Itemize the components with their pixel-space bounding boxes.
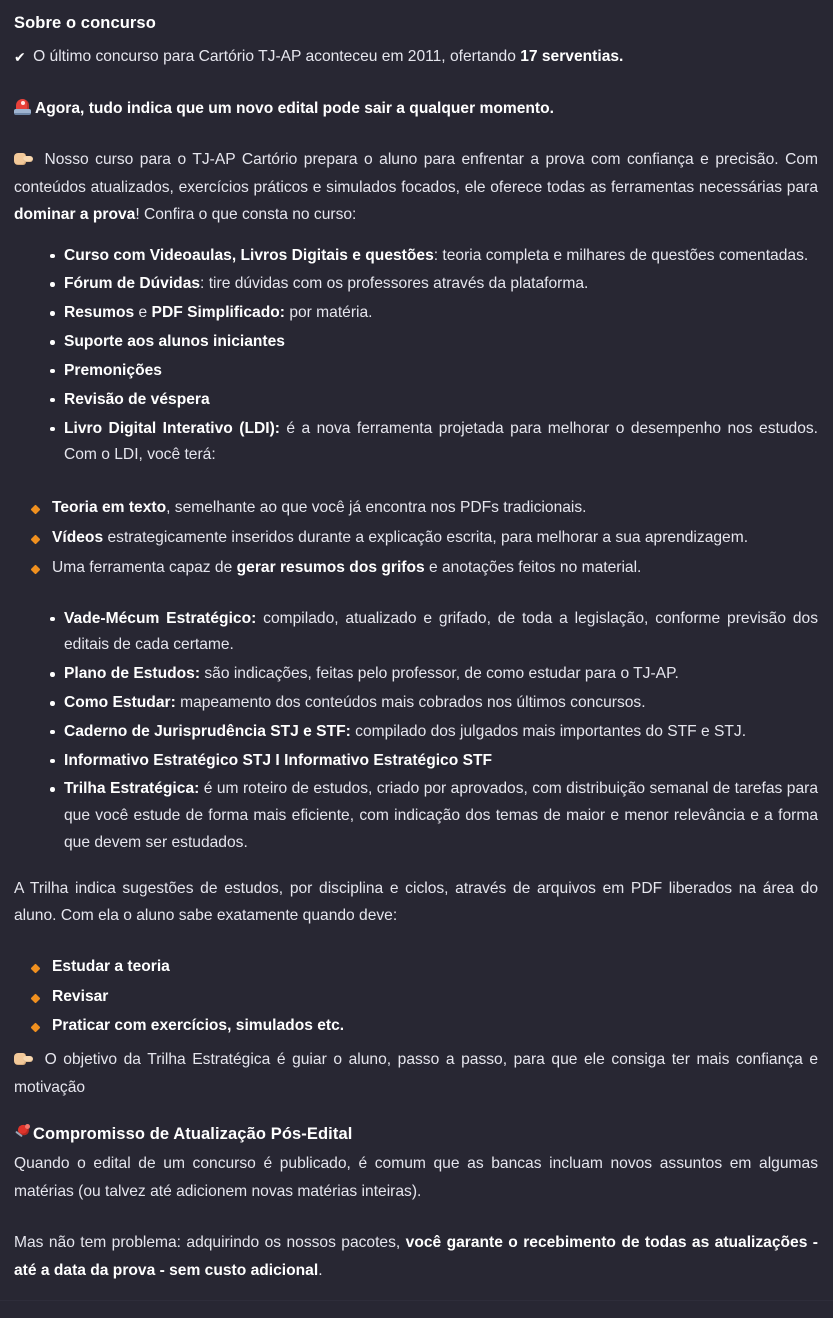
list-item-text: , semelhante ao que você já encontra nos PDFs tradicionais. xyxy=(166,499,587,517)
spacer xyxy=(14,85,818,95)
last-contest-line xyxy=(14,43,818,71)
list-item-label: Fórum de Dúvidas xyxy=(64,275,201,293)
trilha-objective-text: O objetivo da Trilha Estratégica é guiar o aluno, passo a passo, para que ele consiga ter mais confiança e motivação xyxy=(14,1051,818,1096)
list-item xyxy=(14,271,818,298)
last-contest-text: O último concurso para Cartório TJ-AP aconteceu em 2011, ofertando xyxy=(28,48,521,66)
commitment-part-1: Mas não tem problema: adquirindo os nossos pacotes, xyxy=(14,1234,406,1252)
course-features-list xyxy=(14,243,818,470)
list-item xyxy=(14,387,818,414)
pointing-hand-icon xyxy=(14,151,33,166)
list-item-label: Vade-Mécum Estratégico: xyxy=(64,609,257,627)
trilha-description: A Trilha indica sugestões de estudos, por disciplina e ciclos, através de arquivos em PDF liberados na área do aluno. Com ela o aluno sabe exatamente quando deve: xyxy=(14,879,818,925)
commitment-part-2: . xyxy=(318,1261,323,1279)
list-item xyxy=(14,243,818,270)
pitch-highlight: dominar a prova xyxy=(14,206,136,224)
pitch-part-1: Nosso curso para o TJ-AP Cartório prepara o aluno para enfrentar a prova com confiança e precisão. Com conteúdos atualizados, exercícios práticos e simulados focados, ele oferece todas as ferramentas necessárias para xyxy=(14,151,818,196)
siren-icon xyxy=(14,99,31,116)
page-title: Sobre o concurso xyxy=(14,14,156,32)
list-item xyxy=(14,329,818,356)
list-item-label: Caderno de Jurisprudência STJ e STF: xyxy=(64,722,351,740)
list-item-text: compilado, atualizado e grifado, de toda a legislação, conforme previsão dos editais de cada certame. xyxy=(64,609,818,654)
list-item-text: estrategicamente inseridos durante a explicação escrita, para melhorar a sua aprendizagem. xyxy=(103,528,749,546)
list-item-label-2: PDF Simplificado: xyxy=(151,304,285,322)
list-item xyxy=(14,719,818,746)
spacer xyxy=(14,944,818,954)
list-item-text: é um roteiro de estudos, criado por aprovados, com distribuição semanal de tarefas para que você estude de forma mais eficiente, com indicação dos temas de maior e menor relevância e a forma que devem ser estudados. xyxy=(64,780,818,852)
pointing-hand-icon xyxy=(14,1051,33,1066)
list-item-text: compilado dos julgados mais importantes do STF e STJ. xyxy=(350,722,747,740)
list-item xyxy=(14,1013,818,1040)
list-item-label: Como Estudar: xyxy=(64,694,176,712)
list-item xyxy=(14,776,818,856)
commitment-highlight: você garante o recebimento de todas as atualizações - até a data da prova - sem custo adicional xyxy=(14,1234,818,1279)
bottom-divider xyxy=(0,1300,833,1301)
spacer xyxy=(14,865,818,875)
pitch-part-2: ! Confira o que consta no curso: xyxy=(135,206,357,224)
list-item-conjunction: e xyxy=(134,304,152,322)
list-item-label: Trilha Estratégica: xyxy=(64,780,200,798)
edital-alert-line xyxy=(14,95,818,122)
ldi-features-list xyxy=(14,495,818,581)
list-item xyxy=(14,555,818,582)
list-item xyxy=(14,416,818,470)
list-item-label: Revisão de véspera xyxy=(64,390,210,408)
list-item xyxy=(14,495,818,522)
list-item-label: gerar resumos dos grifos xyxy=(236,558,425,576)
commitment-title xyxy=(14,1123,818,1145)
commitment-title-text: Compromisso de Atualização Pós-Edital xyxy=(33,1125,353,1144)
list-item-prefix: Uma ferramenta capaz de xyxy=(52,558,237,576)
list-item xyxy=(14,525,818,552)
list-item-label: Premonições xyxy=(64,361,162,379)
list-item xyxy=(14,954,818,981)
list-item-text: por matéria. xyxy=(284,304,373,322)
list-item xyxy=(14,606,818,660)
commitment-paragraph-2 xyxy=(14,1229,818,1284)
check-icon: ✔ xyxy=(14,50,26,67)
list-item xyxy=(14,300,818,327)
list-item xyxy=(14,984,818,1011)
list-item-label: Revisar xyxy=(52,987,109,1005)
pushpin-icon xyxy=(14,1124,32,1142)
spacer xyxy=(14,136,818,146)
list-item-text: : teoria completa e milhares de questões comentadas. xyxy=(433,246,809,264)
list-item xyxy=(14,748,818,775)
list-item-text: : tire dúvidas com os professores através da plataforma. xyxy=(200,275,589,293)
spacer xyxy=(14,477,818,495)
list-item xyxy=(14,690,818,717)
course-pitch-paragraph xyxy=(14,146,818,228)
list-item-label: Plano de Estudos: xyxy=(64,665,201,683)
list-item xyxy=(14,358,818,385)
list-item-label: Livro Digital Interativo (LDI): xyxy=(64,419,280,437)
trilha-steps-list xyxy=(14,954,818,1040)
trilha-objective-paragraph xyxy=(14,1046,818,1101)
list-item-label: Informativo Estratégico STJ I Informativo Estratégico STF xyxy=(64,751,493,769)
list-item-text: são indicações, feitas pelo professor, de como estudar para o TJ-AP. xyxy=(200,665,679,683)
list-item-label: Resumos xyxy=(64,304,135,322)
spacer xyxy=(14,1219,818,1229)
list-item-text: é a nova ferramenta projetada para melhorar o desempenho nos estudos. Com o LDI, você terá: xyxy=(64,419,818,464)
edital-alert-text: Agora, tudo indica que um novo edital pode sair a qualquer momento. xyxy=(35,99,554,117)
list-item-label: Praticar com exercícios, simulados etc. xyxy=(52,1017,345,1035)
list-item-label: Suporte aos alunos iniciantes xyxy=(64,333,285,351)
commitment-paragraph-1: Quando o edital de um concurso é publicado, é comum que as bancas incluam novos assuntos em algumas matérias (ou talvez até adicionem novas matérias inteiras). xyxy=(14,1155,818,1200)
list-item-text: mapeamento dos conteúdos mais cobrados nos últimos concursos. xyxy=(175,694,646,712)
list-item-label: Estudar a teoria xyxy=(52,957,170,975)
materials-list xyxy=(14,606,818,857)
list-item-label: Teoria em texto xyxy=(52,499,167,517)
list-item-label: Curso com Videoaulas, Livros Digitais e questões xyxy=(64,246,434,264)
list-item-text: e anotações feitos no material. xyxy=(424,558,642,576)
serventias-count: 17 serventias. xyxy=(520,48,624,66)
spacer xyxy=(14,588,818,606)
list-item xyxy=(14,661,818,688)
list-item-label: Vídeos xyxy=(52,528,104,546)
